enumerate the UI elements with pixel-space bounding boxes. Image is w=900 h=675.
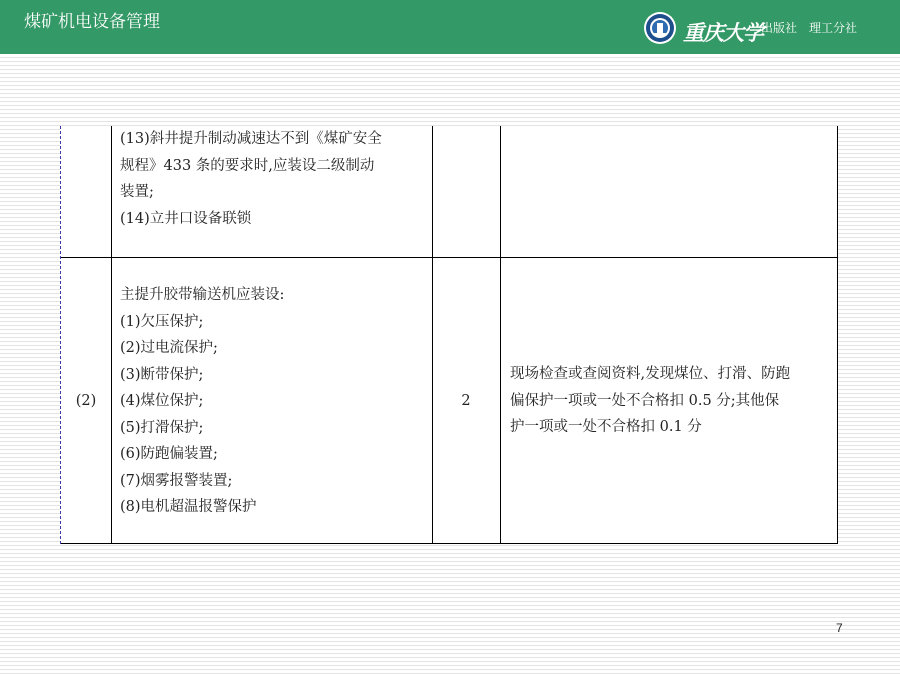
row1-method-cell <box>500 126 838 258</box>
page-number: 7 <box>836 621 843 635</box>
university-logotype: 重庆大学 <box>683 20 763 45</box>
row1-index-cell <box>61 126 112 258</box>
header-bar <box>0 0 900 54</box>
row2-content-text: 主提升胶带输送机应装设: (1)欠压保护; (2)过电流保护; (3)断带保护; (4)煤位保护; (5)打滑保护; (6)防跑偏装置; (7)烟雾报警装置; (8)电机超温报警保护 <box>120 287 285 515</box>
row1-score-cell <box>432 126 501 258</box>
row1-content-text: (13)斜井提升制动减速达不到《煤矿安全 规程》433 条的要求时,应装设二级制动 装置; (14)立井口设备联锁 <box>120 131 382 227</box>
university-emblem-icon <box>643 11 677 45</box>
row2-score-text: 2 <box>461 393 471 409</box>
press-label: 出版社 理工分社 <box>761 21 858 35</box>
row2-method-text: 现场检查或查阅资料,发现煤位、打滑、防跑 偏保护一项或一处不合格扣 0.5 分;其他保 护一项或一处不合格扣 0.1 分 <box>510 366 791 435</box>
row2-index-text: (2) <box>75 393 97 409</box>
page-title: 煤矿机电设备管理 <box>24 12 160 32</box>
